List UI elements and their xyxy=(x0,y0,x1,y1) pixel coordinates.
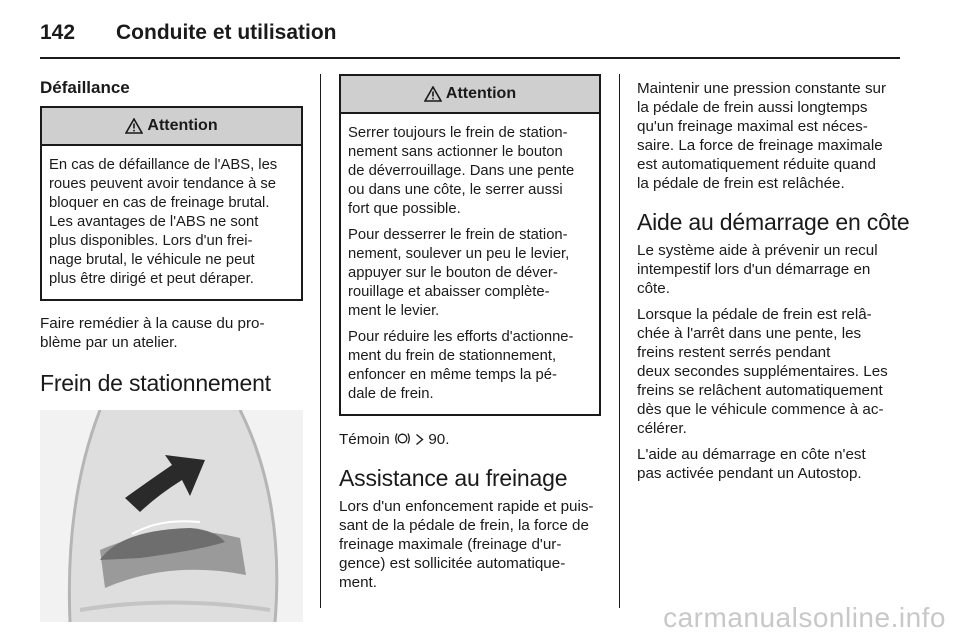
text-line: nement, soulever un peu le levier, xyxy=(348,246,570,262)
warning-triangle-icon xyxy=(125,118,143,134)
text-line: Lors d'un enfoncement rapide et puis- xyxy=(339,498,594,516)
text-line: sant de la pédale de frein, la force de xyxy=(339,517,589,535)
header-rule xyxy=(40,57,900,59)
text-line: dès que le véhicule commence à ac- xyxy=(637,401,884,419)
body-paragraph xyxy=(637,445,900,483)
text-line: Le système aide à prévenir un recul xyxy=(637,242,878,260)
warning-title: Attention xyxy=(147,117,218,134)
text-line: pas activée pendant un Autostop. xyxy=(637,465,862,483)
text-line: gence) est sollicitée automatique- xyxy=(339,555,566,573)
text-line: côte. xyxy=(637,280,670,298)
page-header xyxy=(40,18,337,48)
text-line: Pour réduire les efforts d'actionne- xyxy=(348,329,574,345)
text-line: freins restent serrés pendant xyxy=(637,344,831,362)
text-line: la pédale de frein aussi longtemps xyxy=(637,99,868,116)
page-number: 142 xyxy=(40,21,76,44)
text-line: ou dans une côte, le serrer aussi xyxy=(348,182,563,198)
text-line: deux secondes supplémentaires. Les xyxy=(637,363,888,381)
text-line: ment le levier. xyxy=(348,303,440,319)
body-paragraph xyxy=(339,497,601,592)
text-line: L'aide au démarrage en côte n'est xyxy=(637,446,866,464)
text-line: dale de frein. xyxy=(348,386,434,402)
brake-warning-lamp-icon xyxy=(394,431,411,446)
warning-box-parking-brake xyxy=(339,74,601,416)
text-line: freinage maximale (freinage d'ur- xyxy=(339,536,562,554)
text-line: Les avantages de l'ABS ne sont xyxy=(49,214,259,230)
warning-body xyxy=(42,146,301,299)
warning-paragraph xyxy=(348,124,592,219)
page-reference-arrow-icon[interactable] xyxy=(415,433,424,446)
text-line: Serrer toujours le frein de station- xyxy=(348,125,568,141)
text-line: nage brutal, le véhicule ne peut xyxy=(49,252,255,268)
warning-header xyxy=(42,108,301,146)
text-line: de déverrouillage. Dans une pente xyxy=(348,163,575,179)
warning-paragraph xyxy=(49,156,294,289)
section-heading-aide-demarrage: Aide au démarrage en côte xyxy=(637,209,910,235)
text-line: est automatiquement réduite quand xyxy=(637,156,876,173)
text-line: la pédale de frein est relâchée. xyxy=(637,175,845,192)
text-line: Lorsque la pédale de frein est relâ- xyxy=(637,306,872,324)
text-line: bloquer en cas de freinage brutal. xyxy=(49,195,270,211)
text-line: saire. La force de freinage maximale xyxy=(637,137,883,154)
body-paragraph xyxy=(637,241,900,298)
text-line: roues peuvent avoir tendance à se xyxy=(49,176,277,192)
text-line: intempestif lors d'un démarrage en xyxy=(637,261,871,279)
body-paragraph xyxy=(40,314,303,352)
text-line: fort que possible. xyxy=(348,201,461,217)
column-2 xyxy=(339,74,601,599)
section-heading-assistance-freinage: Assistance au freinage xyxy=(339,465,568,491)
text-line: qu'un freinage maximal est néces- xyxy=(637,118,868,135)
column-3 xyxy=(637,79,910,490)
warning-header xyxy=(341,76,599,114)
section-heading-frein-stationnement: Frein de stationnement xyxy=(40,370,271,396)
warning-paragraph xyxy=(348,328,592,404)
text-line: Maintenir une pression constante sur xyxy=(637,80,887,97)
text-line: blème par un atelier. xyxy=(40,334,178,351)
text-line: appuyer sur le bouton de déver- xyxy=(348,265,558,281)
text-line: plus disponibles. Lors d'un frei- xyxy=(49,233,253,249)
column-divider-1 xyxy=(320,74,321,608)
warning-box-abs xyxy=(40,106,303,301)
watermark: carmanualsonline.info xyxy=(663,602,946,633)
text-line: ment. xyxy=(339,574,377,592)
warning-body xyxy=(341,114,599,414)
indicator-page-ref[interactable]: 90. xyxy=(428,431,450,448)
column-divider-2 xyxy=(619,74,620,608)
body-paragraph xyxy=(637,79,900,193)
chapter-title: Conduite et utilisation xyxy=(116,21,337,44)
text-line: Pour desserrer le frein de station- xyxy=(348,227,568,243)
text-line: En cas de défaillance de l'ABS, les xyxy=(49,157,278,173)
text-line: enfoncer en même temps la pé- xyxy=(348,367,557,383)
body-paragraph xyxy=(637,305,900,438)
indicator-reference xyxy=(339,430,601,449)
text-line: freins se relâchent automatiquement xyxy=(637,382,883,400)
text-line: plus être dirigé et peut déraper. xyxy=(49,271,254,287)
text-line: célérer. xyxy=(637,420,687,438)
indicator-label: Témoin xyxy=(339,431,390,448)
text-line: nement sans actionner le bouton xyxy=(348,144,563,160)
warning-triangle-icon xyxy=(424,86,442,102)
text-line: Faire remédier à la cause du pro- xyxy=(40,315,265,332)
text-line: rouillage et abaisser complète- xyxy=(348,284,550,300)
warning-title: Attention xyxy=(445,85,517,102)
warning-paragraph xyxy=(348,226,592,321)
text-line: ment du frein de stationnement, xyxy=(348,348,557,364)
parking-brake-illustration xyxy=(40,410,303,622)
text-line: chée à l'arrêt dans une pente, les xyxy=(637,325,862,343)
parking-brake-drawing xyxy=(40,410,303,622)
column-1 xyxy=(40,74,303,622)
subheading-defaillance: Défaillance xyxy=(40,78,130,97)
